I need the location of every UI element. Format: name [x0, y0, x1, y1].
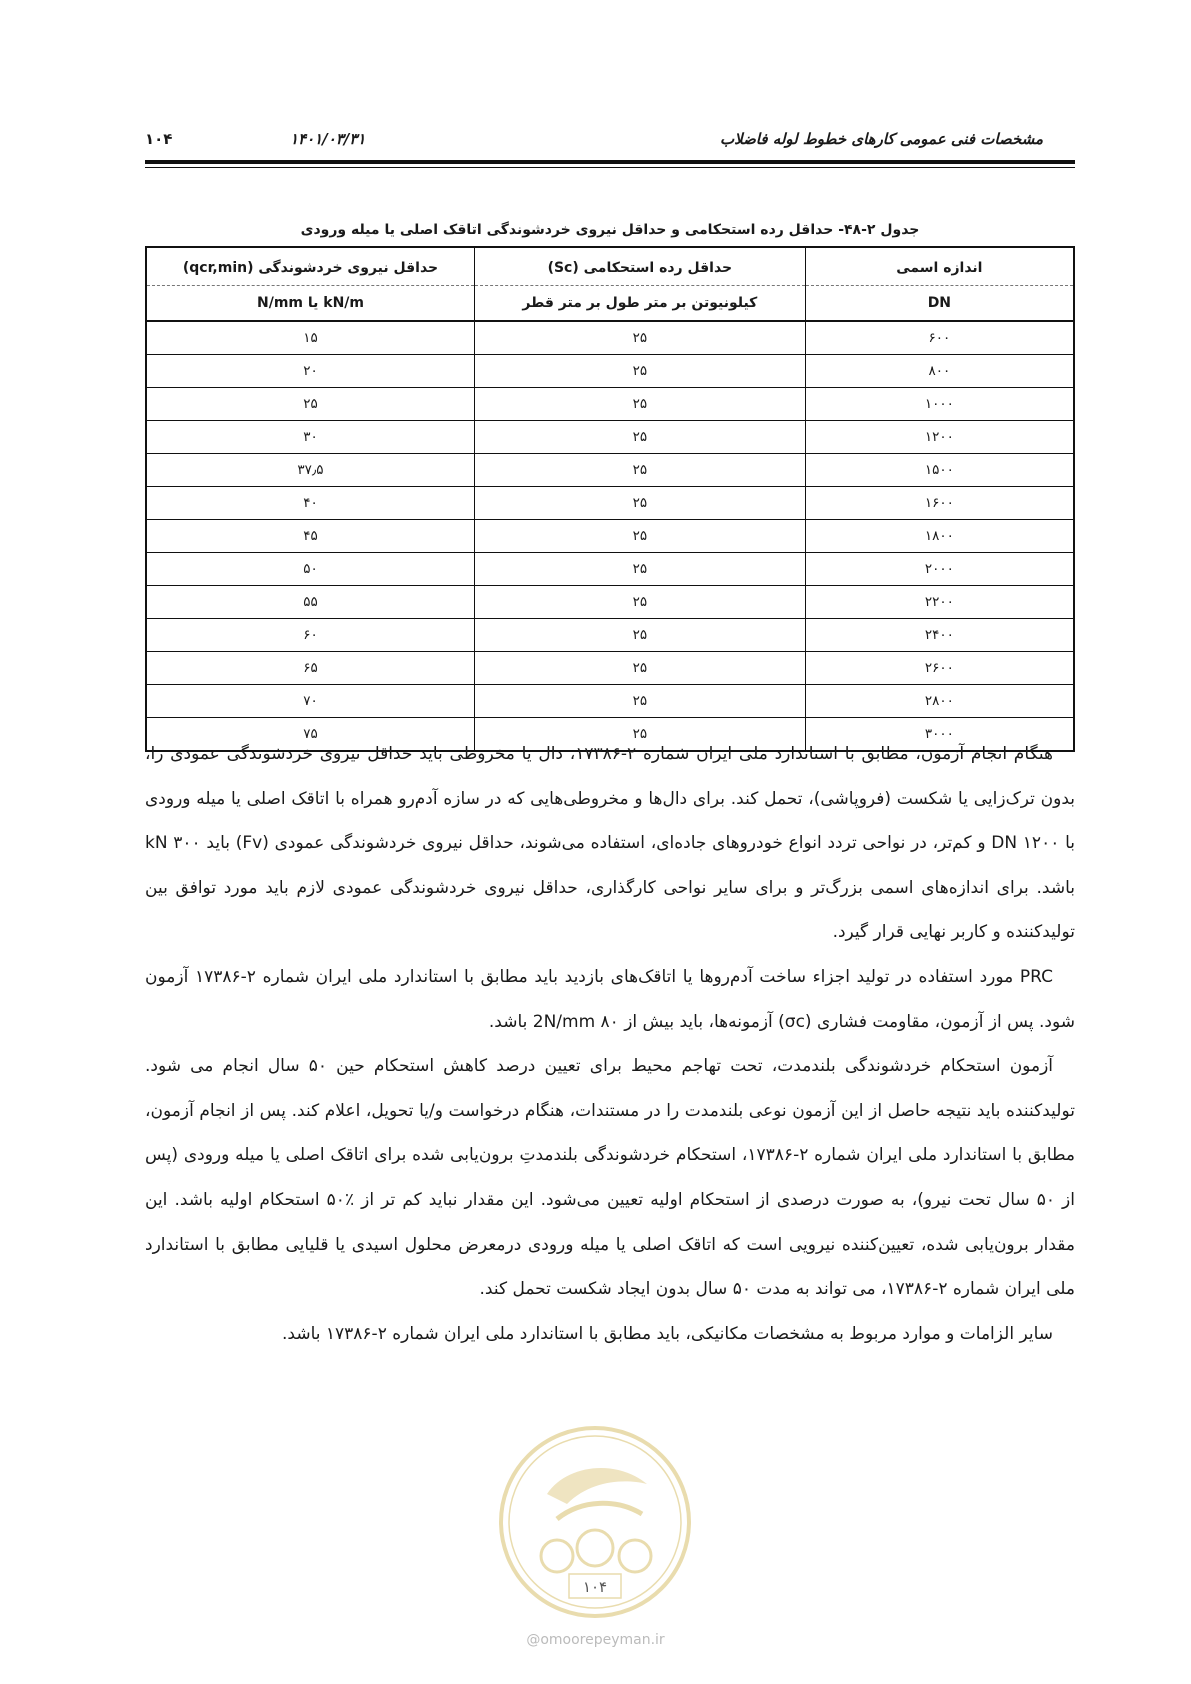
cell-sc: ۲۵	[475, 619, 806, 652]
page-header	[145, 126, 1075, 156]
header-page-number: ۱۰۴	[145, 130, 173, 148]
cell-q: ۴۵	[146, 520, 475, 553]
cell-dn: ۳۰۰۰	[805, 718, 1074, 752]
header-date: ۱۴۰۱/۰۳/۳۱	[290, 130, 366, 148]
cell-sc: ۲۵	[475, 586, 806, 619]
table-row	[146, 586, 1074, 619]
cell-q: ۱۵	[146, 321, 475, 355]
cell-dn: ۲۲۰۰	[805, 586, 1074, 619]
table-row	[146, 321, 1074, 355]
table-row	[146, 487, 1074, 520]
cell-dn: ۱۵۰۰	[805, 454, 1074, 487]
cell-sc: ۲۵	[475, 685, 806, 718]
cell-sc: ۲۵	[475, 718, 806, 752]
cell-q: ۵۵	[146, 586, 475, 619]
col-header-sc: حداقل رده استحکامی (Sc)	[475, 247, 806, 286]
cell-sc: ۲۵	[475, 520, 806, 553]
cell-sc: ۲۵	[475, 454, 806, 487]
table-row	[146, 619, 1074, 652]
col-header-q: حداقل نیروی خردشوندگی (qcr,min)	[146, 247, 475, 286]
table-row	[146, 553, 1074, 586]
cell-sc: ۲۵	[475, 355, 806, 388]
cell-dn: ۱۸۰۰	[805, 520, 1074, 553]
cell-dn: ۶۰۰	[805, 321, 1074, 355]
cell-dn: ۱۰۰۰	[805, 388, 1074, 421]
table-row	[146, 520, 1074, 553]
cell-dn: ۲۴۰۰	[805, 619, 1074, 652]
cell-dn: ۱۶۰۰	[805, 487, 1074, 520]
paragraph: هنگام انجام آزمون، مطابق با استاندارد ملی ایران شماره ۲-۱۷۳۸۶، دال یا مخروطی باید حداقل نیروی خردشوندگی عمودی را، بدون ترک‌زایی یا شکست (فروپاشی)، تحمل کند. برای دال‌ها و مخروطی‌هایی که در سازه آدم‌رو همراه با اتاقک اصلی یا میله ورودی با DN ۱۲۰۰ و کم‌تر، در نواحی تردد انواع خودروهای جاده‌ای، استفاده می‌شوند، حداقل نیروی خردشوندگی عمودی (Fv) باید ۳۰۰ kN باشد. برای اندازه‌های اسمی بزرگ‌تر و برای سایر نواحی کارگذاری، حداقل نیروی خردشوندگی عمودی لازم باید مورد توافق بین تولیدکننده و کاربر نهایی قرار گیرد.	[145, 744, 1075, 943]
col-header-dn: اندازه اسمی	[805, 247, 1074, 286]
col-sub-q: kN/m یا N/mm	[146, 286, 475, 322]
cell-dn: ۲۶۰۰	[805, 652, 1074, 685]
body-text	[145, 732, 1075, 1356]
cell-sc: ۲۵	[475, 421, 806, 454]
col-sub-sc: کیلونیوتن بر متر طول بر متر قطر	[475, 286, 806, 322]
header-title: مشخصات فنی عمومی کارهای خطوط لوله فاضلاب	[720, 130, 1044, 148]
table-body	[146, 321, 1074, 751]
cell-sc: ۲۵	[475, 553, 806, 586]
table-row	[146, 652, 1074, 685]
cell-q: ۵۰	[146, 553, 475, 586]
header-rule-thin	[145, 167, 1075, 168]
table-row	[146, 685, 1074, 718]
paragraph: آزمون استحکام خردشوندگی بلندمدت، تحت تهاجم محیط برای تعیین درصد کاهش استحکام حین ۵۰ سال انجام می شود. تولیدکننده باید نتیجه حاصل از این آزمون نوعی بلندمدت را در مستندات، هنگام درخواست و/یا تحویل، اعلام کند. پس از انجام آزمون، مطابق با استاندارد ملی ایران شماره ۲-۱۷۳۸۶، استحکام خردشوندگی بلندمدتِ برون‌یابی شده برای اتاقک اصلی یا میله ورودی (پس از ۵۰ سال تحت نیرو)، به صورت درصدی از استحکام اولیه تعیین می‌شود. این مقدار نباید کم تر از ٪۵۰ استحکام اولیه باشد. این مقدار برون‌یابی شده، تعیین‌کننده نیرویی است که اتاقک اصلی یا میله ورودی درمعرض محلول اسیدی یا قلیایی مطابق با استاندارد ملی ایران شماره ۲-۱۷۳۸۶، می تواند به مدت ۵۰ سال بدون ایجاد شکست تحمل کند.	[145, 1056, 1075, 1300]
paragraph: PRC مورد استفاده در تولید اجزاء ساخت آدم‌روها یا اتاقک‌های بازدید باید مطابق با استاندارد ملی ایران شماره ۲-۱۷۳۸۶ آزمون شود. پس از آزمون، مقاومت فشاری (σc) آزمونه‌ها، باید بیش از 2N/mm ۸۰ باشد.	[145, 966, 1075, 1032]
cell-sc: ۲۵	[475, 487, 806, 520]
cell-dn: ۸۰۰	[805, 355, 1074, 388]
header-rule-thick	[145, 160, 1075, 164]
table-row	[146, 454, 1074, 487]
paragraph: سایر الزامات و موارد مربوط به مشخصات مکانیکی، باید مطابق با استاندارد ملی ایران شماره ۲-۱۷۳۸۶ باشد.	[282, 1323, 1053, 1344]
seal-page-number: ۱۰۴	[582, 1578, 608, 1596]
cell-q: ۶۰	[146, 619, 475, 652]
cell-q: ۳۷٫۵	[146, 454, 475, 487]
spec-table	[145, 246, 1075, 752]
seal-watermark	[497, 1424, 693, 1620]
cell-dn: ۲۰۰۰	[805, 553, 1074, 586]
cell-q: ۷۵	[303, 726, 318, 742]
website-watermark: @omoorepeyman.ir	[526, 1632, 665, 1648]
col-sub-dn: DN	[805, 286, 1074, 322]
cell-q: ۶۵	[146, 652, 475, 685]
cell-sc: ۲۵	[475, 388, 806, 421]
cell-dn: ۲۸۰۰	[805, 685, 1074, 718]
table-caption: جدول ۲-۴۸- حداقل رده استحکامی و حداقل نیروی خردشوندگی اتاقک اصلی یا میله ورودی	[300, 222, 920, 238]
cell-q: ۳۰	[146, 421, 475, 454]
cell-dn: ۱۲۰۰	[805, 421, 1074, 454]
cell-q: ۲۵	[146, 388, 475, 421]
table-row	[146, 355, 1074, 388]
table-row	[146, 421, 1074, 454]
table-row	[146, 388, 1074, 421]
cell-sc: ۲۵	[475, 652, 806, 685]
cell-sc: ۲۵	[475, 321, 806, 355]
cell-q: ۴۰	[146, 487, 475, 520]
cell-q: ۷۰	[146, 685, 475, 718]
cell-q: ۲۰	[146, 355, 475, 388]
